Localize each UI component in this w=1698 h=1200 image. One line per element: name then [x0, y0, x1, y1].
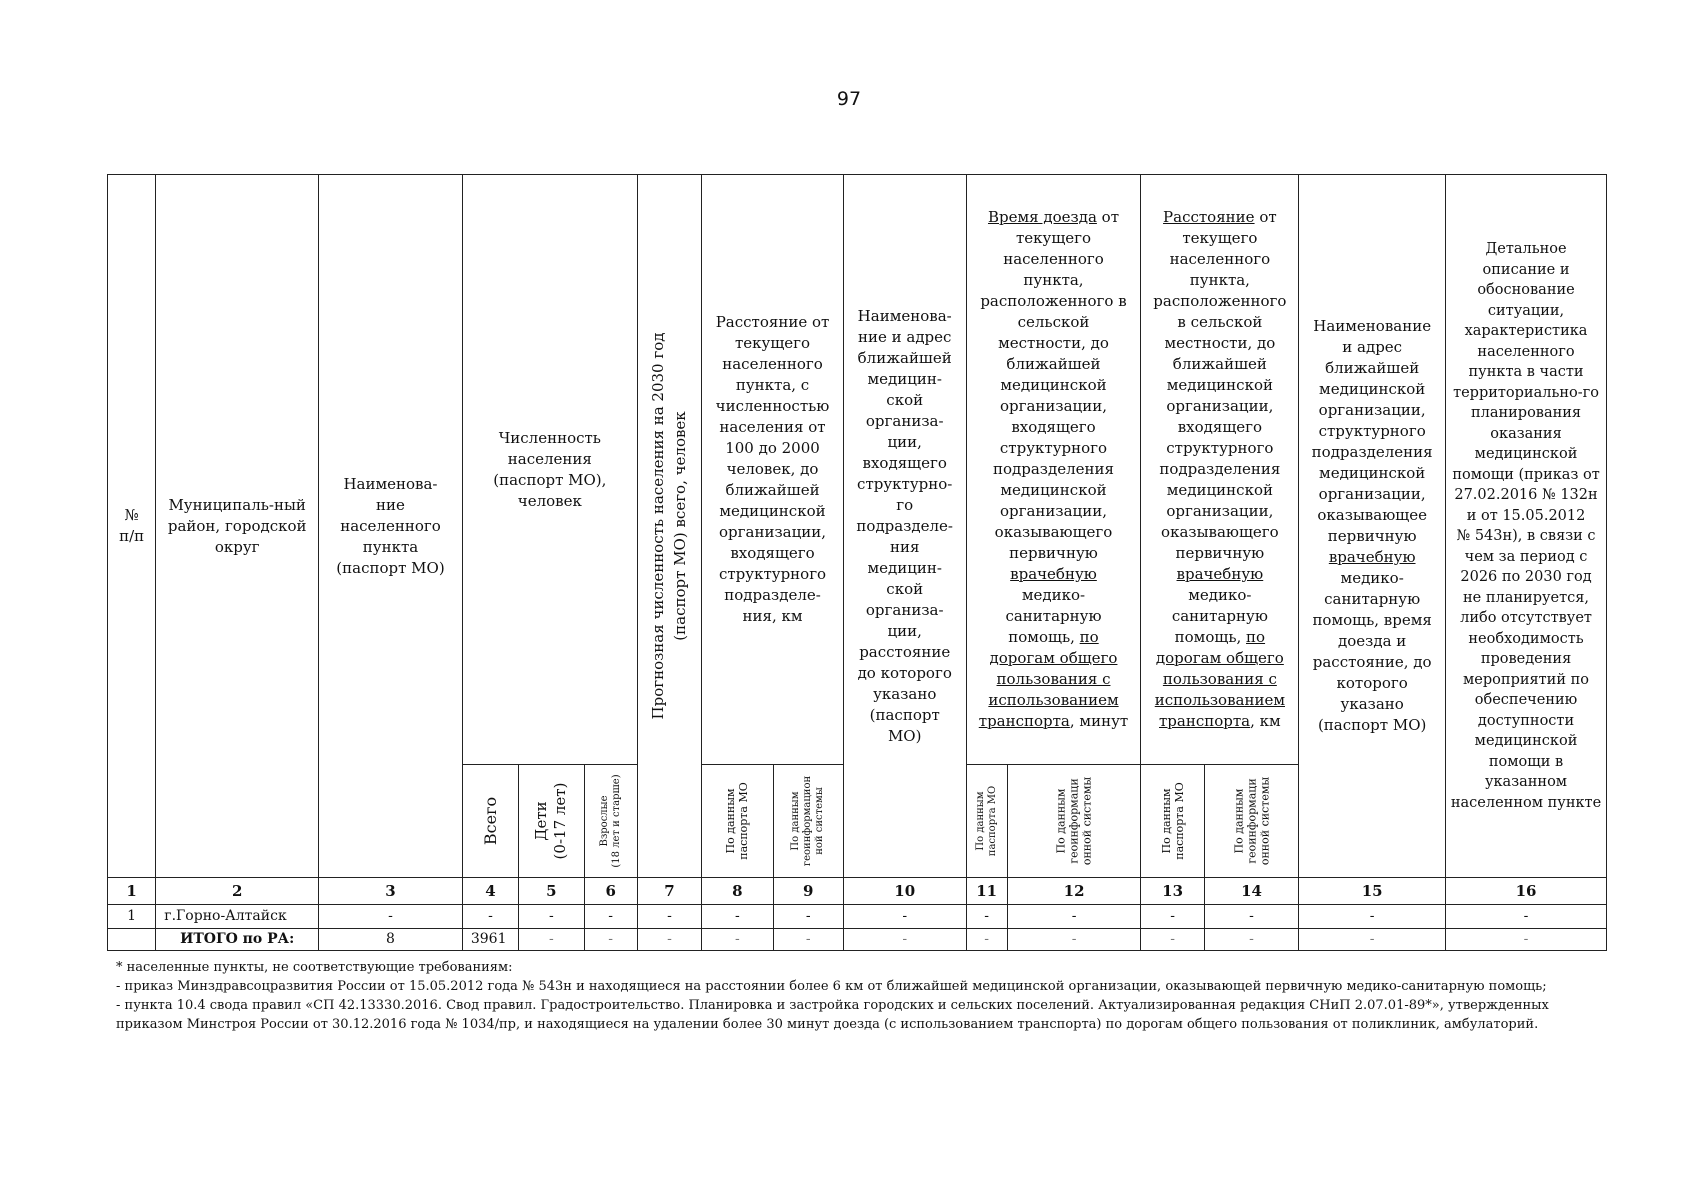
column-number: 2 [156, 878, 319, 905]
table-cell: 1 [108, 905, 156, 929]
footnote-line: * населенные пункты, не соответствующие требованиям: [116, 960, 513, 975]
column-number-row [108, 878, 1607, 905]
footnote-line: - приказ Минздравсоцразвития России от 15.05.2012 года № 543н и находящиеся на расстоянии более 6 км от ближайшей медицинской организации, оказывающей первичную медико-санитарную помощь; [116, 979, 1547, 994]
col-time-passport-subheader: По данным паспорта МО [966, 765, 1007, 878]
total-cell: - [584, 929, 637, 951]
table-cell: - [1204, 905, 1299, 929]
col-road-passport-subheader: По данным паспорта МО [1141, 765, 1204, 878]
column-number: 3 [319, 878, 463, 905]
col-distance-header: Расстояние от текущего населенного пункта, с численностью населения от 100 до 2000 человек, до ближайшей медицинской организации, входящего структурного подразделе- ния, км [702, 175, 844, 765]
table-cell: - [319, 905, 463, 929]
column-number: 8 [702, 878, 773, 905]
total-cell: - [1299, 929, 1446, 951]
total-cell: 8 [319, 929, 463, 951]
total-label: ИТОГО по РА: [156, 929, 319, 951]
total-cell: - [637, 929, 701, 951]
col-district-header: Муниципаль-ный район, городской округ [156, 175, 319, 878]
col-forecast-label: Прогнозная численность населения на 2030 год (паспорт МО) всего, человек [649, 332, 690, 720]
table-cell: - [462, 905, 518, 929]
column-number: 5 [519, 878, 584, 905]
table-cell: - [637, 905, 701, 929]
col-children-subheader: Дети (0-17 лет) [519, 765, 584, 878]
column-number: 10 [843, 878, 966, 905]
col-road-gis-subheader: По данным геоинформаци онной системы [1204, 765, 1299, 878]
table-cell: - [1007, 905, 1141, 929]
col-forecast-header [637, 175, 701, 878]
travel-time-underlined: Время доезда [987, 208, 1097, 226]
column-number: 16 [1446, 878, 1607, 905]
total-cell: - [1007, 929, 1141, 951]
table-cell: - [519, 905, 584, 929]
table-cell: - [1446, 905, 1607, 929]
table-cell: г.Горно-Алтайск [156, 905, 319, 929]
table-cell: - [702, 905, 773, 929]
col-population-header: Численность населения (паспорт МО), человек [462, 175, 637, 765]
column-number: 11 [966, 878, 1007, 905]
total-cell: - [843, 929, 966, 951]
footnotes [116, 958, 1616, 1034]
total-cell: - [966, 929, 1007, 951]
table-cell: - [966, 905, 1007, 929]
col-description-header: Детальное описание и обоснование ситуации, характеристика населенного пункта в части территориально-го планирования оказания медицинской помощи (приказ от 27.02.2016 № 132н и от 15.05.2012 № 543н), в связи с чем за период с 2026 по 2030 год не планируется, либо отсутствует необходимость проведения мероприятий по обеспечению доступности медицинской помощи в указанном населенном пункте [1446, 175, 1607, 878]
table-cell: - [1141, 905, 1204, 929]
total-cell: 3961 [462, 929, 518, 951]
col-road-distance-header: Расстояние от текущего населенного пункта, расположенного в сельской местности, до ближайшей медицинской организации, входящего структурного подразделения медицинской организации, оказывающего первичную врачебную медико- санитарную помощь, по дорогам общего пользования с использованием транспорта, км [1141, 175, 1299, 765]
total-row [108, 929, 1607, 951]
footnote-line: приказом Минстроя России от 30.12.2016 года № 1034/пр, и находящиеся на удалении более 30 минут доезда (с использованием транспорта) по дорогам общего пользования от поликлиник, амбулаторий. [116, 1017, 1539, 1032]
col-travel-time-header: Время доезда от текущего населенного пункта, расположенного в сельской местности, до ближайшей медицинской организации, входящего структурного подразделения медицинской организации, оказывающего первичную врачебную медико- санитарную помощь, по дорогам общего пользования с использованием транспорта, минут [966, 175, 1141, 765]
col-number-header: № п/п [108, 175, 156, 878]
column-number: 14 [1204, 878, 1299, 905]
column-number: 1 [108, 878, 156, 905]
col-org-address-header: Наименование и адрес ближайшей медицинской организации, структурного подразделения медицинской организации, оказывающее первичную врачебную медико- санитарную помощь, время доезда и расстояние, до которого указано (паспорт МО) [1299, 175, 1446, 878]
column-number: 6 [584, 878, 637, 905]
col-distance-passport-subheader: По данным паспорта МО [702, 765, 773, 878]
footnote-line: - пункта 10.4 свода правил «СП 42.13330.2016. Свод правил. Градостроительство. Планировка и застройка городских и сельских поселений. Актуализированная редакция СНиП 2.07.01-89*», утвержденных [116, 998, 1549, 1013]
column-number: 4 [462, 878, 518, 905]
total-cell: - [1446, 929, 1607, 951]
col-settlement-header: Наименова- ние населенного пункта (паспорт МО) [319, 175, 463, 878]
total-cell: - [773, 929, 843, 951]
header-row-1 [108, 175, 1607, 765]
column-number: 9 [773, 878, 843, 905]
col-adults-subheader: Взрослые (18 лет и старше) [584, 765, 637, 878]
road-distance-underlined: Расстояние [1163, 208, 1255, 226]
total-cell: - [1141, 929, 1204, 951]
table-row [108, 905, 1607, 929]
total-cell: - [1204, 929, 1299, 951]
table-cell: - [773, 905, 843, 929]
total-cell: - [519, 929, 584, 951]
page-number: 97 [836, 88, 862, 110]
table-cell: - [843, 905, 966, 929]
col-nearest-org-header: Наименова- ние и адрес ближайшей медицин- ской организа- ции, входящего структурно- го подразделе- ния медицин- ской организа- ции, расстояние до которого указано (паспорт МО) [843, 175, 966, 878]
column-number: 15 [1299, 878, 1446, 905]
column-number: 13 [1141, 878, 1204, 905]
col-distance-gis-subheader: По данным геоинформацион ной системы [773, 765, 843, 878]
total-cell: - [702, 929, 773, 951]
column-number: 7 [637, 878, 701, 905]
total-cell [108, 929, 156, 951]
col-time-gis-subheader: По данным геоинформаци онной системы [1007, 765, 1141, 878]
settlements-table [107, 174, 1607, 951]
col-total-subheader: Всего [462, 765, 518, 878]
table-cell: - [1299, 905, 1446, 929]
column-number: 12 [1007, 878, 1141, 905]
table-cell: - [584, 905, 637, 929]
